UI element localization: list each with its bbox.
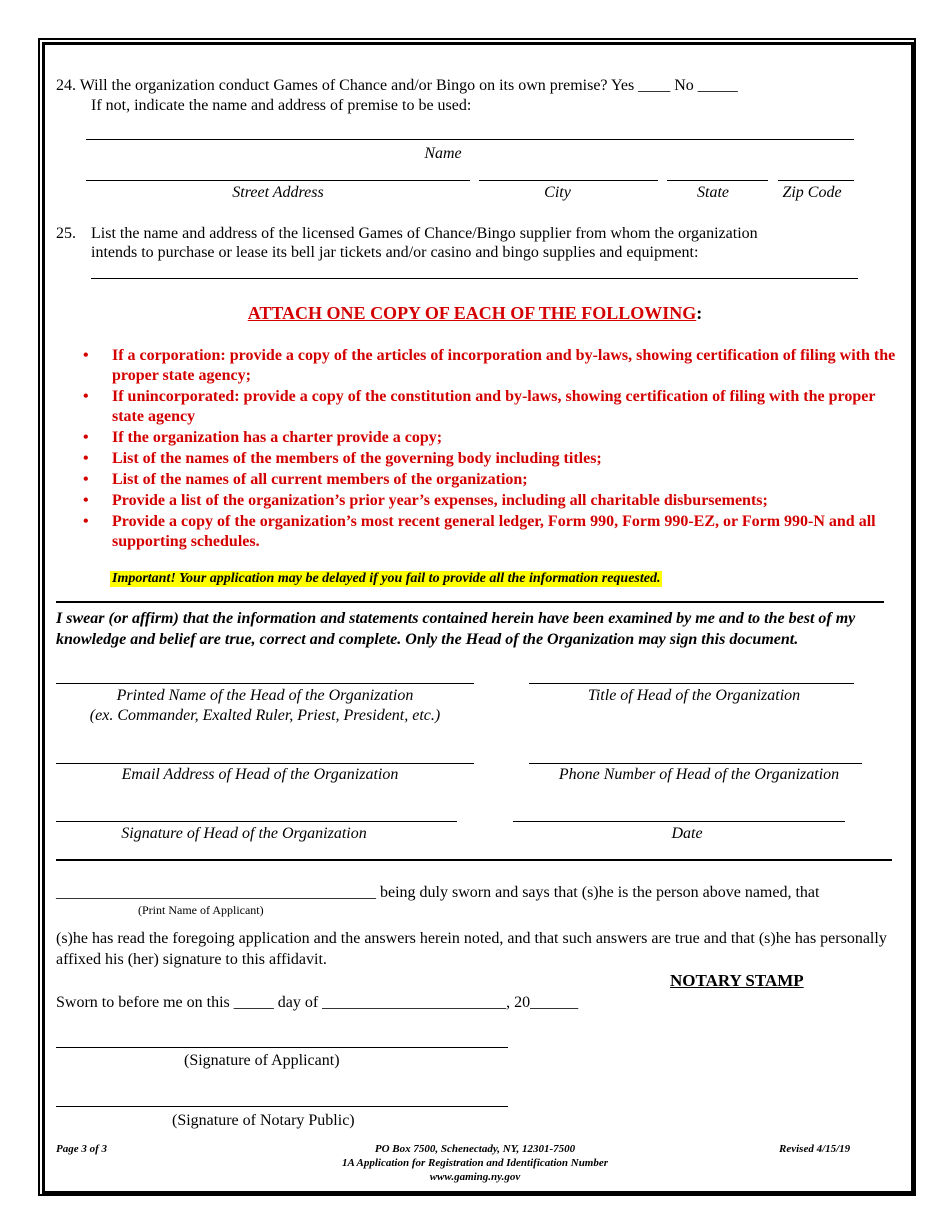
bullet-icon: • <box>83 513 89 530</box>
sworn-statement <box>56 882 819 903</box>
bullet-icon: • <box>83 450 89 467</box>
printed-name-line[interactable] <box>56 683 474 684</box>
title-label: Title of Head of the Organization <box>587 687 801 704</box>
attach-heading <box>0 303 950 324</box>
title-line[interactable] <box>529 683 854 684</box>
attach-heading-colon: : <box>696 303 703 323</box>
important-notice: Important! Your application may be delayed if you fail to provide all the information requested. <box>112 571 661 586</box>
print-name-caption: (Print Name of Applicant) <box>138 903 264 917</box>
attach-heading-text: ATTACH ONE COPY OF EACH OF THE FOLLOWING <box>247 303 697 323</box>
list-item: • Provide a copy of the organization’s most recent general ledger, Form 990, Form 990-EZ, or Form 990-N and all supporting schedules. <box>83 513 876 550</box>
premise-name-label: Name <box>424 145 462 162</box>
signature-label: Signature of Head of the Organization <box>121 825 367 842</box>
state-label: State <box>697 184 729 201</box>
applicant-signature-line[interactable] <box>56 1047 508 1048</box>
bullet-icon: • <box>83 429 89 446</box>
supplier-line[interactable] <box>91 278 858 279</box>
signature-line[interactable] <box>56 821 457 822</box>
footer-form-title: 1A Application for Registration and Identification Number <box>341 1157 609 1169</box>
city-label: City <box>544 184 571 201</box>
question-25-number: 25. <box>56 225 76 242</box>
notary-signature-line[interactable] <box>56 1106 508 1107</box>
date-label: Date <box>671 825 703 842</box>
question-24-subtext: If not, indicate the name and address of premise to be used: <box>91 97 472 114</box>
zip-label: Zip Code <box>782 184 842 201</box>
page-number: Page 3 of 3 <box>56 1143 108 1155</box>
bullet-icon: • <box>83 347 89 364</box>
footer-url[interactable]: www.gaming.ny.gov <box>429 1171 521 1183</box>
notary-signature-label: (Signature of Notary Public) <box>172 1112 355 1129</box>
revision-date: Revised 4/15/19 <box>779 1143 851 1155</box>
footer-address: PO Box 7500, Schenectady, NY, 12301-7500 <box>374 1143 576 1155</box>
list-item: • If a corporation: provide a copy of the articles of incorporation and by-laws, showing certification of filing with the proper state agency; <box>83 347 896 384</box>
street-address-line[interactable] <box>86 180 470 181</box>
list-item: • Provide a list of the organization’s prior year’s expenses, including all charitable disbursements; <box>83 492 768 509</box>
email-label: Email Address of Head of the Organization <box>121 766 399 783</box>
question-25-line2: intends to purchase or lease its bell jar tickets and/or casino and bingo supplies and equipment: <box>91 244 699 261</box>
street-address-label: Street Address <box>232 184 324 201</box>
date-line[interactable] <box>513 821 845 822</box>
premise-name-line[interactable] <box>86 139 854 140</box>
divider <box>56 601 884 603</box>
applicant-name-blank[interactable]: ________________________________________ <box>56 884 376 901</box>
email-line[interactable] <box>56 763 474 764</box>
bullet-icon: • <box>83 492 89 509</box>
list-item: • List of the names of all current members of the organization; <box>83 471 528 488</box>
state-line[interactable] <box>667 180 768 181</box>
oath-statement: I swear (or affirm) that the information and statements contained herein have been examined by me and to the best of my knowledge and belief are true, correct and complete. Only the Head of the Organization may sign this document. <box>56 610 856 648</box>
sworn-text: being duly sworn and says that (s)he is the person above named, that <box>380 884 820 901</box>
list-item: • If the organization has a charter provide a copy; <box>83 429 443 446</box>
notary-stamp-label: NOTARY STAMP <box>670 971 804 990</box>
printed-name-example: (ex. Commander, Exalted Ruler, Priest, President, etc.) <box>89 707 441 724</box>
affidavit-paragraph: (s)he has read the foregoing application and the answers herein noted, and that such answers are true and that (s)he has personally affixed his (her) signature to this affidavit. <box>56 930 887 968</box>
list-item: • List of the names of the members of the governing body including titles; <box>83 450 602 467</box>
list-item: • If unincorporated: provide a copy of the constitution and by-laws, showing certification of filing with the proper state agency <box>83 388 876 425</box>
sworn-before-line[interactable]: Sworn to before me on this _____ day of _______________________, 20______ <box>56 994 579 1011</box>
attachment-list <box>80 346 900 553</box>
divider <box>56 859 892 861</box>
question-24: 24. Will the organization conduct Games of Chance and/or Bingo on its own premise? Yes ____ No _____ <box>56 77 738 94</box>
applicant-signature-label: (Signature of Applicant) <box>184 1052 340 1069</box>
zip-line[interactable] <box>778 180 854 181</box>
question-25-line1: List the name and address of the licensed Games of Chance/Bingo supplier from whom the organization <box>91 225 758 242</box>
printed-name-label: Printed Name of the Head of the Organization <box>116 687 414 704</box>
phone-label: Phone Number of Head of the Organization <box>558 766 840 783</box>
phone-line[interactable] <box>529 763 862 764</box>
city-line[interactable] <box>479 180 658 181</box>
bullet-icon: • <box>83 388 89 405</box>
bullet-icon: • <box>83 471 89 488</box>
